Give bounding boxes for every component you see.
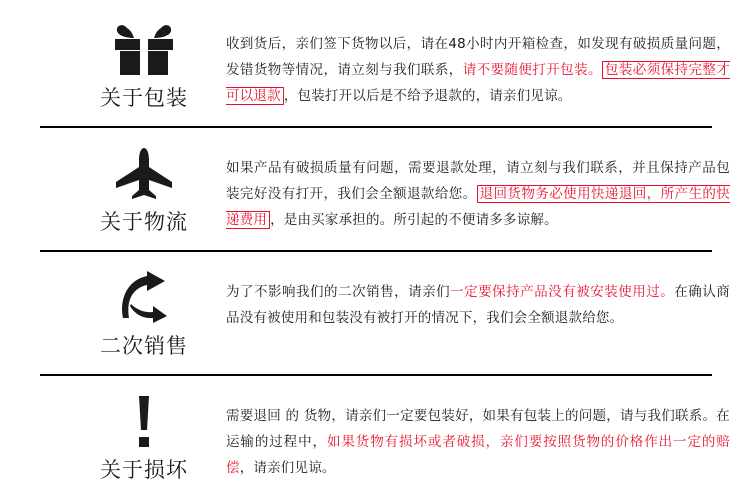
section-packaging [0, 0, 750, 126]
run-text-boxed: 退回货物务必使用快递退回，所产生的快递费用 [226, 185, 730, 228]
section-packaging-paragraph [226, 32, 730, 110]
run-text: 需要退回 的 货物，请亲们一定要包装好，如果有包装上的问题，请与我们联系。在运输的过程中， [226, 408, 730, 450]
run-text: 如果产品有破损质量有问题，需要退款处理，请立刻与我们联系，并且保持产品包装完好没有打开，我们会全额退款给您。 [226, 160, 730, 202]
exclamation-mark-icon [113, 394, 175, 448]
section-logistics-paragraph [226, 156, 730, 234]
run-text: ，请亲们见谅。 [239, 459, 336, 476]
section-resale [0, 252, 750, 374]
return-arrow-icon [113, 270, 175, 324]
run-text-boxed: 包装必须保持完整才可以退款 [226, 61, 731, 104]
run-text: ，是由买家承担的。所引起的不便请多多谅解。 [270, 211, 558, 228]
run-text: 在确认商品没有被使用和包装没有被打开的情况下，我们会全额退款给您。 [226, 284, 731, 326]
section-packaging-text [210, 22, 730, 110]
section-logistics-icon-column [78, 146, 210, 236]
section-resale-paragraph [226, 280, 730, 332]
section-damage-icon-column [78, 394, 210, 484]
section-logistics [0, 128, 750, 250]
section-logistics-label: 关于物流 [100, 210, 188, 234]
gift-box-icon [113, 22, 175, 76]
airplane-icon [113, 146, 175, 200]
run-text-emphasis: 请不要随便打开包装。 [462, 61, 602, 78]
section-damage-text [210, 394, 730, 482]
section-resale-text [210, 270, 730, 332]
section-damage-label: 关于损坏 [100, 458, 188, 482]
run-text: 收到货后，亲们签下货物以后，请在48小时内开箱检查，如发现有破损质量问题，发错货物等情况，请立刻与我们联系， [226, 36, 730, 78]
run-text-emphasis: 一定要保持产品没有被安装使用过。 [450, 284, 675, 300]
run-text-emphasis: 如果货物有损坏或者破损，亲们要按照货物的价格作出一定的赔偿 [226, 433, 730, 476]
section-packaging-icon-column [78, 22, 210, 112]
section-damage-paragraph [226, 404, 730, 482]
run-text: 为了不影响我们的二次销售，请亲们 [226, 284, 451, 300]
section-resale-icon-column [78, 270, 210, 360]
section-damage [0, 376, 750, 498]
run-text: ，包装打开以后是不给予退款的，请亲们见谅。 [283, 87, 572, 104]
section-resale-label: 二次销售 [100, 334, 188, 358]
section-packaging-label: 关于包装 [100, 86, 188, 110]
section-logistics-text [210, 146, 730, 234]
